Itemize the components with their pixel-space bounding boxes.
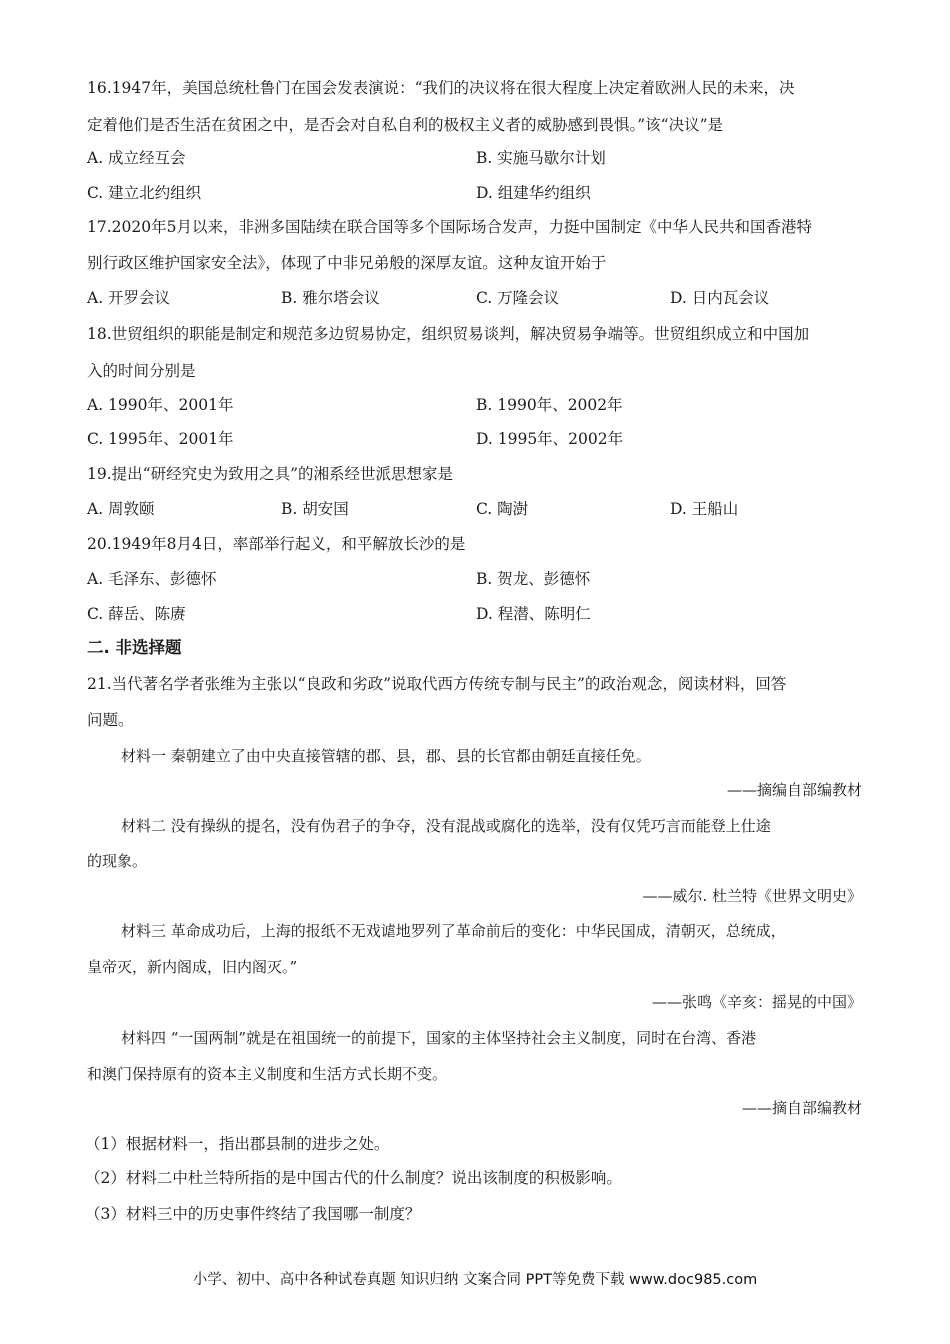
q16-option-b: B. 实施马歇尔计划 xyxy=(476,149,606,167)
material-4-source: ——摘自部编教材 xyxy=(741,1099,862,1117)
q20-stem: 20.1949年8月4日，率部举行起义，和平解放长沙的是 xyxy=(87,535,466,553)
material-4-line2: 和澳门保持原有的资本主义制度和生活方式长期不变。 xyxy=(87,1065,448,1083)
material-3-line2: 皇帝灭，新内阁成，旧内阁灭。” xyxy=(87,958,298,976)
q19-option-b: B. 胡安国 xyxy=(281,500,349,518)
q18-option-b: B. 1990年、2002年 xyxy=(476,396,623,414)
q17-option-a: A. 开罗会议 xyxy=(87,289,171,307)
material-1-source: ——摘编自部编教材 xyxy=(726,781,862,799)
q18-stem-line2: 入的时间分别是 xyxy=(87,362,196,380)
q19-option-c: C. 陶澍 xyxy=(476,500,529,518)
q17-option-c: C. 万隆会议 xyxy=(476,289,560,307)
material-3-line1: 材料三 革命成功后，上海的报纸不无戏谑地罗列了革命前后的变化：中华民国成，清朝灭，总统成， xyxy=(121,922,786,940)
q20-option-a: A. 毛泽东、彭德怀 xyxy=(87,570,217,588)
material-2-source: ——威尔. 杜兰特《世界文明史》 xyxy=(642,887,862,905)
page-footer: 小学、初中、高中各种试卷真题 知识归纳 文案合同 PPT等免费下载 www.doc985.com xyxy=(192,1272,758,1288)
q18-stem-line1: 18.世贸组织的职能是制定和规范多边贸易协定，组织贸易谈判，解决贸易争端等。世贸组织成立和中国加 xyxy=(87,325,810,343)
q17-stem-line1: 17.2020年5月以来，非洲多国陆续在联合国等多个国际场合发声，力挺中国制定《中华人民共和国香港特 xyxy=(87,218,812,236)
section-heading: 二. 非选择题 xyxy=(87,638,182,657)
q18-option-a: A. 1990年、2001年 xyxy=(87,396,234,414)
q16-option-c: C. 建立北约组织 xyxy=(87,184,202,202)
q20-option-d: D. 程潜、陈明仁 xyxy=(476,605,591,623)
material-4-line1: 材料四 “一国两制”就是在祖国统一的前提下，国家的主体坚持社会主义制度，同时在台湾、香港 xyxy=(121,1029,757,1047)
material-1-text: 材料一 秦朝建立了由中央直接管辖的郡、县，郡、县的长官都由朝廷直接任免。 xyxy=(121,747,651,765)
q21-subquestion-2: （2）材料二中杜兰特所指的是中国古代的什么制度？说出该制度的积极影响。 xyxy=(85,1169,622,1187)
q16-stem-line2: 定着他们是否生活在贫困之中，是否会对自私自利的极权主义者的威胁感到畏惧。”该“决议”是 xyxy=(87,116,724,134)
q17-option-b: B. 雅尔塔会议 xyxy=(281,289,380,307)
q16-stem-line1: 16.1947年，美国总统杜鲁门在国会发表演说：“我们的决议将在很大程度上决定着欧洲人民的未来，决 xyxy=(87,79,795,97)
q18-option-d: D. 1995年、2002年 xyxy=(476,430,624,448)
q19-stem: 19.提出“研经究史为致用之具”的湘系经世派思想家是 xyxy=(87,465,453,483)
material-2-line1: 材料二 没有操纵的提名，没有伪君子的争夺，没有混战或腐化的选举，没有仅凭巧言而能登上仕途 xyxy=(121,817,771,835)
q21-stem-line1: 21.当代著名学者张维为主张以“良政和劣政”说取代西方传统专制与民主”的政治观念，阅读材料，回答 xyxy=(87,675,787,693)
q20-option-c: C. 薛岳、陈赓 xyxy=(87,605,186,623)
q18-option-c: C. 1995年、2001年 xyxy=(87,430,234,448)
q17-stem-line2: 别行政区维护国家安全法》，体现了中非兄弟般的深厚友谊。这种友谊开始于 xyxy=(87,254,607,272)
material-3-source: ——张鸣《辛亥：摇晃的中国》 xyxy=(651,993,862,1011)
q21-subquestion-3: （3）材料三中的历史事件终结了我国哪一制度？ xyxy=(85,1205,421,1223)
q16-option-a: A. 成立经互会 xyxy=(87,149,186,167)
q17-option-d: D. 日内瓦会议 xyxy=(670,289,770,307)
q20-option-b: B. 贺龙、彭德怀 xyxy=(476,570,591,588)
q19-option-a: A. 周敦颐 xyxy=(87,500,155,518)
q16-option-d: D. 组建华约组织 xyxy=(476,184,591,202)
material-2-line2: 的现象。 xyxy=(87,852,148,870)
q21-subquestion-1: （1）根据材料一，指出郡县制的进步之处。 xyxy=(85,1135,390,1153)
q19-option-d: D. 王船山 xyxy=(670,500,739,518)
q21-stem-line2: 问题。 xyxy=(87,711,134,729)
